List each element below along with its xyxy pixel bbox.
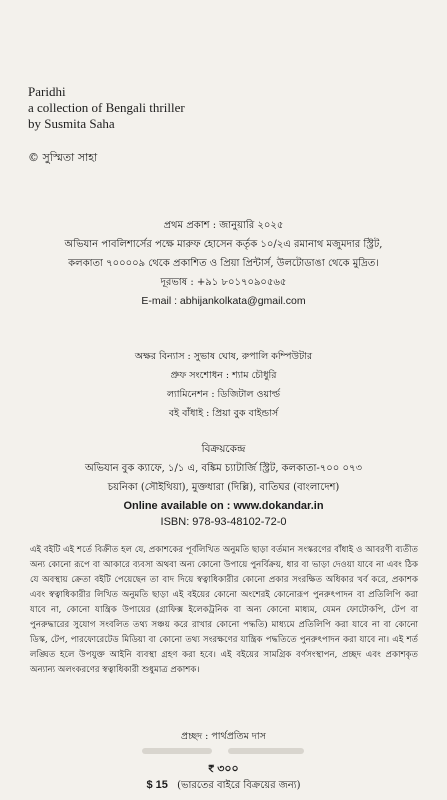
book-author: by Susmita Saha	[28, 116, 115, 131]
book-title: Paridhi	[28, 84, 66, 99]
price-foreign	[0, 778, 447, 795]
binding-credit: বই বাঁধাই : প্রিয়া বুক বাইন্ডার্স	[168, 408, 279, 419]
lamination-credit: ল্যামিনেশন : ডিজিটাল ওয়ার্ল্ড	[166, 389, 281, 400]
book-subtitle: a collection of Bengali thriller	[28, 100, 185, 115]
copyright-notice: © সুস্মিতা সাহা	[28, 151, 98, 164]
sales-address: অভিযান বুক ক্যাফে, ১/১ এ, বঙ্কিম চ্যাটার্জি স্ট্রিট, কলকাতা-৭০০ ০৭৩	[85, 463, 362, 474]
title-block	[28, 84, 185, 132]
publication-info	[0, 216, 447, 311]
phone-number: দূরভাষ : +৯১ ৮০১৭০৯০৫৬৫	[160, 277, 287, 288]
email-address: E-mail : abhijankolkata@gmail.com	[141, 295, 306, 307]
show-through-stamp	[140, 744, 308, 758]
publisher-line-1: অভিযান পাবলিশার্সের পক্ষে মারুফ হোসেন কর্তৃক ১০/২এ রমানাথ মজুমদার স্ট্রিট,	[64, 239, 383, 250]
isbn-number: ISBN: 978-93-48102-72-0	[160, 516, 287, 528]
price-foreign-amount: $ 15	[146, 779, 168, 791]
stamp-shadow-icon	[140, 744, 308, 758]
price-foreign-note: (ভারতের বাইরে বিক্রয়ের জন্য)	[177, 780, 301, 791]
first-edition: প্রথম প্রকাশ : জানুয়ারি ২০২৫	[163, 220, 284, 231]
sales-centers	[0, 440, 447, 516]
production-credits	[0, 347, 447, 423]
cover-credit: প্রচ্ছদ : পার্থপ্রতিম দাস	[181, 731, 266, 742]
typesetting-credit: অক্ষর বিন্যাস : সুভাষ ঘোষ, রুপালি কম্পিউটার	[134, 351, 313, 362]
publisher-line-2: কলকাতা ৭০০০০৯ থেকে প্রকাশিত ও প্রিয়া প্রিন্টার্স, উলটোডাঙা থেকে মুদ্রিত।	[68, 258, 379, 269]
online-store: Online available on : www.dokandar.in	[123, 500, 324, 512]
price-inr: ₹ ৩০০	[208, 763, 239, 775]
sales-heading: বিক্রয়কেন্দ্র	[201, 443, 246, 455]
sales-outlets: চয়নিকা (সৌইথিয়া), মুক্তধারা (দিল্লি), বাতিঘর (বাংলাদেশ)	[107, 482, 340, 493]
legal-notice: এই বইটি এই শর্তে বিক্রীত হল যে, প্রকাশকের পূর্বলিখিত অনুমতি ছাড়া বর্তমান সংস্করণের বাঁধাই ও আবরণী ব্যতীত অন্য কোনো রূপে বা আকারে ব্যবসা অথবা অন্য কোনো উপায়ে পুনর্বিক্রয়, ধার বা ভাড়া দেওয়া যাবে না এবং ঠিক যে অবস্থায় ক্রেতা বইটি পেয়েছেন তা বাদ দিয়ে স্বত্বাধিকারীর কোনো প্রকার সংরক্ষিত অধিকার খর্ব করে, প্রকাশক এবং স্বত্বাধিকারীর লিখিত অনুমতি ছাড়া এই বইয়ের কোনো অংশেরই কোনোরূপ পুনরুৎপাদন বা প্রতিলিপি করা যাবে না, কোনো যান্ত্রিক উপায়ের (গ্রাফিক্স ইলেকট্রনিক বা অন্য কোনো মাধ্যম, যেমন ফোটোকপি, টেপ বা পুনরুদ্ধারের সুযোগ সংবলিত তথ্য সঞ্চয় করে রাখার কোনো পদ্ধতি) মাধ্যমে প্রতিলিপি করা যাবে না বা কোনো ডিস্ক, টেপ, পারফোরেটেড মিডিয়া বা কোনো তথ্য সংরক্ষণের যান্ত্রিক পদ্ধতিতে পুনরুৎপাদন করা যাবে না। এই শর্ত লঙ্ঘিত হলে উপযুক্ত আইনি ব্যবস্থা গ্রহণ করা হবে। এই বইয়ের সামগ্রিক বর্ণসংস্থাপন, প্রচ্ছদ এবং প্রকাশকৃত অন্যান্য অলংকরণের স্বত্বাধিকারী শুধুমাত্র প্রকাশক।	[30, 545, 418, 675]
proof-credit: প্রুফ সংশোধন : শ্যাম চৌধুরি	[170, 370, 277, 381]
